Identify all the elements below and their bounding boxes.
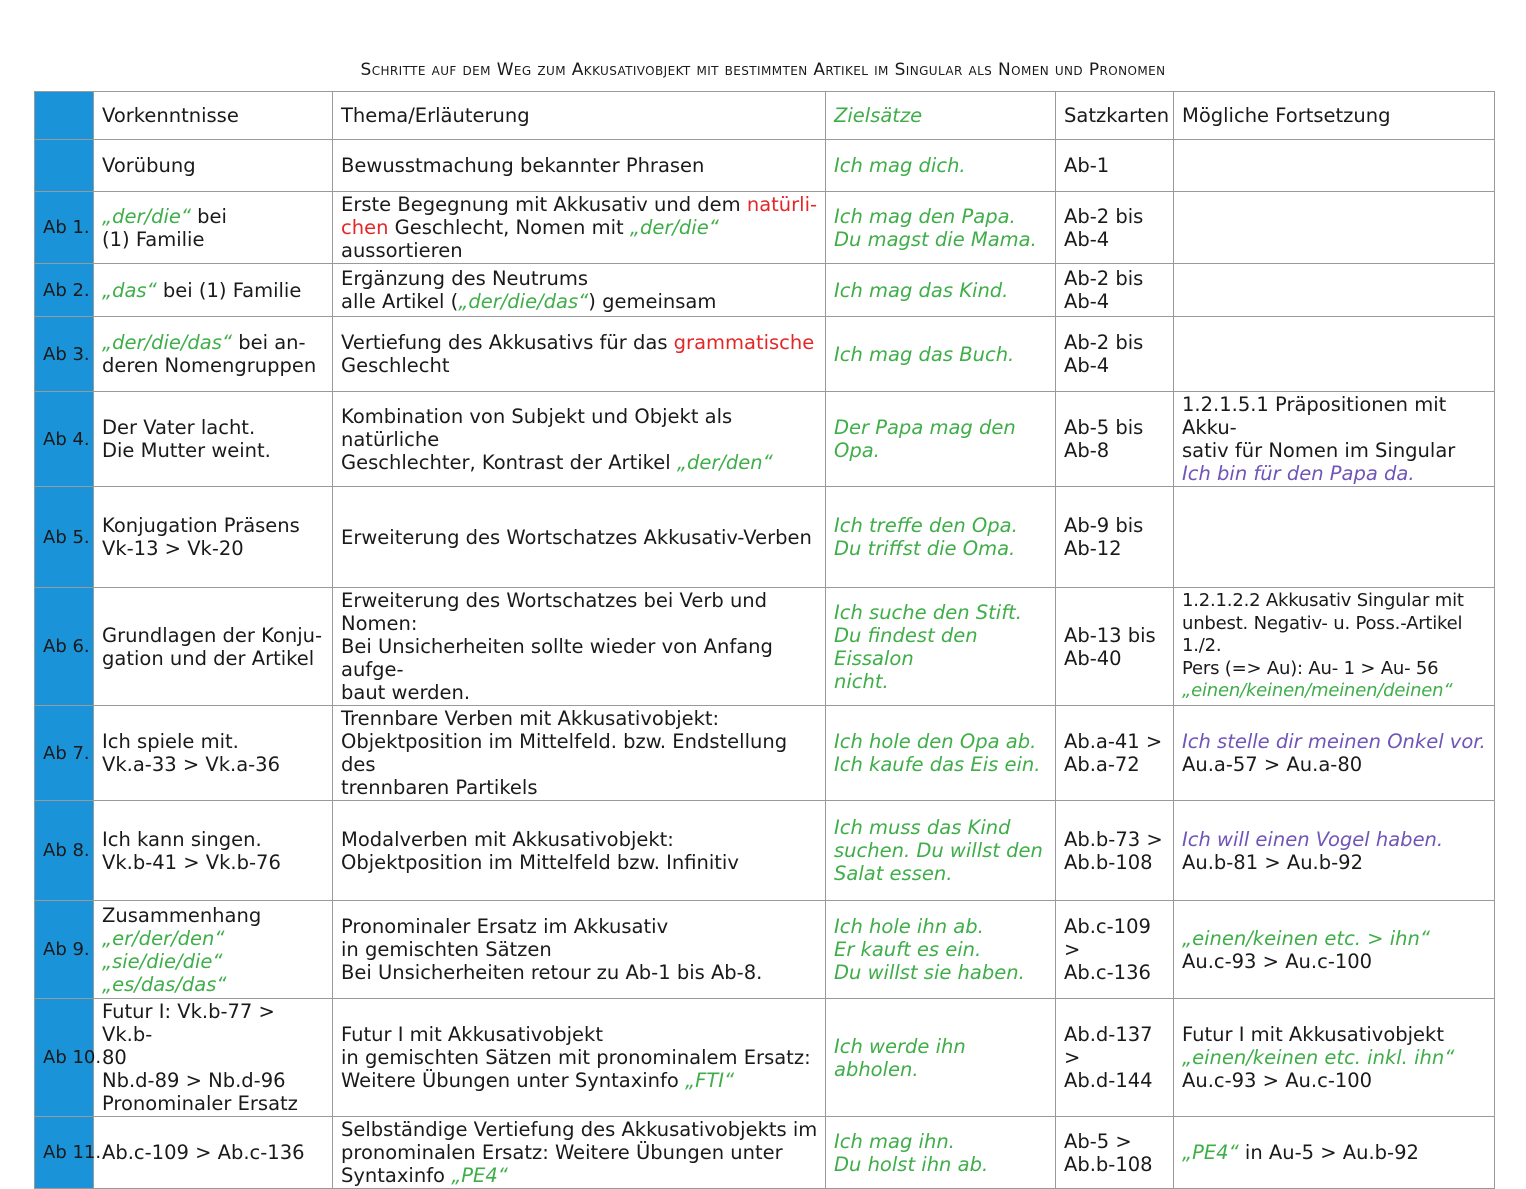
thema-run: Ergänzung des Neutrums	[341, 267, 589, 290]
header-fortsetzung: Mögliche Fortsetzung	[1174, 92, 1495, 140]
thema-run: in gemischten Sätzen mit pronominalem Ersatz:	[341, 1046, 811, 1069]
step-label: Ab 9.	[35, 901, 94, 999]
thema-run: in gemischten Sätzen	[341, 938, 552, 961]
satzkarten-cell	[1056, 588, 1174, 706]
satzkarten-cell	[1056, 487, 1174, 588]
satzkarten-cell	[1056, 1117, 1174, 1189]
zielsatz-line: Ich mag das Buch.	[834, 342, 1015, 366]
vorkenntnisse-cell	[94, 392, 333, 487]
thema-run: Erste Begegnung mit Akkusativ und dem	[341, 193, 747, 216]
satzkarte-line: Ab-13 bis	[1064, 623, 1156, 647]
thema-run: Trennbare Verben mit Akkusativobjekt:	[341, 707, 720, 730]
satzkarte-line: Ab.a-72	[1064, 753, 1140, 776]
thema-cell	[333, 140, 826, 192]
fortsetzung-run: 1.2.1.2.2 Akkusativ Singular mit	[1182, 590, 1464, 612]
zielsatz-line: Der Papa mag den	[834, 416, 1016, 439]
vorkenntnisse-cell	[94, 192, 333, 264]
thema-run: ) gemeinsam	[588, 290, 717, 313]
vorkenntnisse-run: Zusammenhang	[102, 903, 262, 927]
satzkarte-line: Ab.c-109 >	[1064, 915, 1151, 961]
zielsatz-line: Opa.	[834, 439, 880, 462]
header-label-cell	[35, 92, 94, 140]
step-label: Ab 2.	[35, 264, 94, 317]
vorkenntnisse-run: bei	[190, 204, 227, 228]
satzkarte-line: Ab.b-73 >	[1064, 827, 1163, 851]
vorkenntnisse-cell	[94, 317, 333, 392]
table-row	[35, 264, 1495, 317]
vorkenntnisse-run: Grundlagen der Konju-	[102, 623, 323, 647]
satzkarte-line: Ab.b-108	[1064, 1152, 1153, 1176]
vorkenntnisse-run: Konjugation Präsens	[102, 514, 300, 537]
table-row	[35, 317, 1495, 392]
table-row	[35, 140, 1495, 192]
vorkenntnisse-cell	[94, 140, 333, 192]
satzkarten-cell	[1056, 264, 1174, 317]
zielsatz-line: Ich hole ihn ab.	[834, 915, 984, 938]
thema-cell	[333, 588, 826, 706]
satzkarte-line: Ab.b-108	[1064, 850, 1153, 874]
vorkenntnisse-cell	[94, 588, 333, 706]
vorkenntnisse-cell	[94, 487, 333, 588]
thema-run: baut werden.	[341, 681, 471, 704]
thema-run: Geschlechter, Kontrast der Artikel	[341, 450, 677, 474]
thema-cell	[333, 264, 826, 317]
thema-run: Pronominaler Ersatz im Akkusativ	[341, 915, 669, 938]
vorkenntnisse-run: „der/die/das“	[102, 331, 233, 354]
zielsatz-line: Ich treffe den Opa.	[834, 514, 1018, 537]
satzkarte-line: Ab-4	[1064, 354, 1110, 377]
curriculum-table	[34, 91, 1495, 1189]
fortsetzung-run: unbest. Negativ- u. Poss.-Artikel 1./2.	[1182, 612, 1463, 657]
thema-run: Objektposition im Mittelfeld bzw. Infinitiv	[341, 850, 739, 874]
step-label: Ab 5.	[35, 487, 94, 588]
thema-run: „der/die/das“	[458, 290, 589, 313]
thema-run: grammatische	[673, 331, 815, 354]
zielsaetze-cell	[826, 588, 1056, 706]
thema-cell	[333, 317, 826, 392]
zielsaetze-cell	[826, 901, 1056, 999]
zielsatz-line: Er kauft es ein.	[834, 938, 982, 961]
vorkenntnisse-run: deren Nomengruppen	[102, 354, 317, 377]
vorkenntnisse-cell	[94, 901, 333, 999]
thema-run: Selbständige Vertiefung des Akkusativobjekts im	[341, 1118, 818, 1141]
thema-run: Geschlecht, Nomen mit	[388, 216, 630, 239]
satzkarten-cell	[1056, 392, 1174, 487]
thema-cell	[333, 801, 826, 901]
zielsatz-line: Ich hole den Opa ab.	[834, 730, 1037, 753]
satzkarten-cell	[1056, 999, 1174, 1117]
satzkarte-line: Ab-12	[1064, 537, 1122, 560]
thema-run: Bewusstmachung bekannter Phrasen	[341, 154, 705, 177]
step-label: Ab 11.	[35, 1117, 94, 1189]
vorkenntnisse-cell	[94, 264, 333, 317]
fortsetzung-run: „einen/keinen/meinen/deinen“	[1182, 680, 1453, 702]
thema-cell	[333, 706, 826, 801]
fortsetzung-cell	[1174, 392, 1495, 487]
thema-run: chen	[341, 216, 389, 239]
table-row	[35, 706, 1495, 801]
header-zielsaetze: Zielsätze	[826, 92, 1056, 140]
header-thema: Thema/Erläuterung	[333, 92, 826, 140]
fortsetzung-cell	[1174, 999, 1495, 1117]
table-row	[35, 999, 1495, 1117]
satzkarten-cell	[1056, 706, 1174, 801]
satzkarten-cell	[1056, 801, 1174, 901]
vorkenntnisse-run: „sie/die/die“	[102, 949, 223, 973]
thema-run: Bei Unsicherheiten retour zu Ab-1 bis Ab-8.	[341, 961, 763, 984]
satzkarte-line: Ab-4	[1064, 227, 1110, 251]
fortsetzung-run: in Au-5 > Au.b-92	[1238, 1141, 1419, 1164]
fortsetzung-cell	[1174, 192, 1495, 264]
thema-run: Kombination von Subjekt und Objekt als natürliche	[341, 404, 733, 451]
thema-cell	[333, 999, 826, 1117]
zielsatz-line: Ich suche den Stift.	[834, 600, 1022, 624]
thema-run: Vertiefung des Akkusativs für das	[341, 331, 674, 354]
vorkenntnisse-run: Ab.c-109 > Ab.c-136	[102, 1141, 305, 1164]
zielsaetze-cell	[826, 706, 1056, 801]
thema-run: „der/die“	[629, 216, 719, 239]
header-row	[35, 92, 1495, 140]
vorkenntnisse-cell	[94, 801, 333, 901]
fortsetzung-run: 1.2.1.5.1 Präpositionen mit Akku-	[1182, 393, 1447, 439]
thema-run: Erweiterung des Wortschatzes Akkusativ-Verben	[341, 525, 812, 549]
fortsetzung-cell	[1174, 706, 1495, 801]
header-vorkenntnisse: Vorkenntnisse	[94, 92, 333, 140]
satzkarten-cell	[1056, 317, 1174, 392]
vorkenntnisse-run: Die Mutter weint.	[102, 439, 271, 462]
zielsatz-line: Du holst ihn ab.	[834, 1152, 989, 1176]
thema-run: Geschlecht	[341, 354, 450, 377]
vorkenntnisse-run: bei (1) Familie	[156, 278, 302, 302]
thema-run: „der/den“	[676, 450, 773, 474]
vorkenntnisse-run: Vorübung	[102, 154, 196, 177]
satzkarte-line: Ab-2 bis	[1064, 267, 1144, 290]
zielsatz-line: nicht.	[834, 669, 889, 693]
fortsetzung-run: Pers (=> Au): Au- 1 > Au- 56	[1182, 657, 1439, 679]
step-label: Ab 3.	[35, 317, 94, 392]
satzkarte-line: Ab-2 bis	[1064, 204, 1144, 228]
fortsetzung-run: Au.b-81 > Au.b-92	[1182, 850, 1363, 874]
zielsatz-line: Ich mag dich.	[834, 154, 966, 177]
satzkarte-line: Ab.c-136	[1064, 961, 1151, 984]
fortsetzung-cell	[1174, 801, 1495, 901]
vorkenntnisse-cell	[94, 706, 333, 801]
satzkarte-line: Ab-40	[1064, 646, 1122, 670]
zielsatz-line: Ich mag ihn.	[834, 1129, 955, 1153]
vorkenntnisse-cell	[94, 1117, 333, 1189]
zielsaetze-cell	[826, 999, 1056, 1117]
zielsatz-line: Ich muss das Kind	[834, 816, 1011, 839]
thema-run: alle Artikel (	[341, 290, 459, 313]
fortsetzung-run: Au.c-93 > Au.c-100	[1182, 949, 1373, 973]
vorkenntnisse-run: Der Vater lacht.	[102, 416, 256, 439]
thema-run: natürli-	[746, 193, 818, 216]
step-label: Ab 7.	[35, 706, 94, 801]
zielsaetze-cell	[826, 140, 1056, 192]
page-title: Schritte auf dem Weg zum Akkusativobjekt mit bestimmten Artikel im Singular als Nomen und Pronomen	[360, 60, 1166, 80]
satzkarten-cell	[1056, 140, 1174, 192]
thema-cell	[333, 1117, 826, 1189]
vorkenntnisse-run: Ich kann singen.	[102, 827, 262, 851]
table-row	[35, 192, 1495, 264]
thema-run: aussortieren	[341, 239, 463, 262]
fortsetzung-run: Au.a-57 > Au.a-80	[1182, 753, 1363, 776]
table-row	[35, 392, 1495, 487]
satzkarte-line: Ab-8	[1064, 439, 1110, 462]
thema-run: Erweiterung des Wortschatzes bei Verb und Nomen:	[341, 589, 768, 635]
thema-run: Bei Unsicherheiten sollte wieder von Anfang aufge-	[341, 635, 773, 681]
satzkarten-cell	[1056, 192, 1174, 264]
fortsetzung-run: sativ für Nomen im Singular	[1182, 439, 1456, 462]
step-label: Ab 6.	[35, 588, 94, 706]
vorkenntnisse-run: Futur I: Vk.b-77 > Vk.b-	[102, 1000, 275, 1046]
fortsetzung-cell	[1174, 140, 1495, 192]
fortsetzung-cell	[1174, 588, 1495, 706]
vorkenntnisse-cell	[94, 999, 333, 1117]
table-row	[35, 588, 1495, 706]
zielsatz-line: Ich mag das Kind.	[834, 278, 1009, 302]
vorkenntnisse-run: Pronominaler Ersatz	[102, 1092, 298, 1115]
fortsetzung-run: Ich will einen Vogel haben.	[1182, 827, 1444, 851]
step-label: Ab 8.	[35, 801, 94, 901]
zielsaetze-cell	[826, 487, 1056, 588]
satzkarte-line: Ab-5 bis	[1064, 416, 1144, 439]
thema-run: Futur I mit Akkusativobjekt	[341, 1023, 603, 1046]
vorkenntnisse-run: Vk.b-41 > Vk.b-76	[102, 850, 281, 874]
vorkenntnisse-run: Nb.d-89 > Nb.d-96	[102, 1069, 286, 1092]
step-label: Ab 10.	[35, 999, 94, 1117]
vorkenntnisse-run: Ich spiele mit.	[102, 730, 239, 753]
vorkenntnisse-run: 80	[102, 1046, 127, 1069]
zielsaetze-cell	[826, 317, 1056, 392]
zielsatz-line: suchen. Du willst den	[834, 839, 1043, 862]
thema-run: „PE4“	[451, 1164, 508, 1187]
vorkenntnisse-run: „das“	[102, 278, 157, 302]
vorkenntnisse-run: gation und der Artikel	[102, 646, 315, 670]
zielsatz-line: Du willst sie haben.	[834, 961, 1025, 984]
zielsatz-line: Du triffst die Oma.	[834, 537, 1016, 560]
satzkarte-line: Ab.a-41 >	[1064, 730, 1163, 753]
satzkarte-line: Ab-2 bis	[1064, 331, 1144, 354]
zielsatz-line: Ich mag den Papa.	[834, 204, 1016, 228]
satzkarte-line: Ab-1	[1064, 154, 1110, 177]
zielsatz-line: Ich kaufe das Eis ein.	[834, 753, 1041, 776]
vorkenntnisse-run: Vk-13 > Vk-20	[102, 537, 244, 560]
fortsetzung-cell	[1174, 264, 1495, 317]
table-row	[35, 801, 1495, 901]
fortsetzung-run: Ich stelle dir meinen Onkel vor.	[1182, 730, 1486, 753]
zielsaetze-cell	[826, 264, 1056, 317]
vorkenntnisse-run: bei an-	[232, 331, 306, 354]
step-label: Ab 4.	[35, 392, 94, 487]
fortsetzung-run: Au.c-93 > Au.c-100	[1182, 1069, 1373, 1092]
zielsaetze-cell	[826, 392, 1056, 487]
vorkenntnisse-run: „es/das/das“	[102, 972, 227, 996]
thema-cell	[333, 392, 826, 487]
fortsetzung-run: „einen/keinen etc. inkl. ihn“	[1182, 1046, 1455, 1069]
thema-cell	[333, 487, 826, 588]
fortsetzung-run: Futur I mit Akkusativobjekt	[1182, 1023, 1444, 1046]
fortsetzung-cell	[1174, 317, 1495, 392]
zielsatz-line: Du findest den Eissalon	[834, 623, 978, 670]
thema-run: trennbaren Partikels	[341, 776, 538, 799]
fortsetzung-run: Ich bin für den Papa da.	[1182, 462, 1415, 485]
satzkarte-line: Ab.d-144	[1064, 1069, 1153, 1092]
table-row	[35, 1117, 1495, 1189]
satzkarten-cell	[1056, 901, 1174, 999]
zielsaetze-cell	[826, 192, 1056, 264]
zielsatz-line: Salat essen.	[834, 862, 953, 885]
header-satzkarten: Satzkarten	[1056, 92, 1174, 140]
zielsatz-line: Du magst die Mama.	[834, 227, 1037, 251]
thema-run: Objektposition im Mittelfeld. bzw. Endstellung des	[341, 730, 788, 776]
fortsetzung-cell	[1174, 901, 1495, 999]
table-row	[35, 901, 1495, 999]
fortsetzung-cell	[1174, 487, 1495, 588]
thema-run: Weitere Übungen unter Syntaxinfo	[341, 1069, 686, 1092]
satzkarte-line: >	[1064, 1046, 1081, 1069]
step-label	[35, 140, 94, 192]
vorkenntnisse-run: Vk.a-33 > Vk.a-36	[102, 753, 280, 776]
satzkarte-line: Ab.d-137	[1064, 1023, 1153, 1046]
satzkarte-line: Ab-5 >	[1064, 1129, 1132, 1153]
thema-run: pronominalen Ersatz: Weitere Übungen unter	[341, 1141, 783, 1164]
thema-cell	[333, 192, 826, 264]
step-label: Ab 1.	[35, 192, 94, 264]
satzkarte-line: Ab-9 bis	[1064, 514, 1144, 537]
zielsatz-line: Ich werde ihn abholen.	[834, 1034, 966, 1081]
thema-run: Syntaxinfo	[341, 1164, 452, 1187]
satzkarte-line: Ab-4	[1064, 290, 1110, 313]
thema-cell	[333, 901, 826, 999]
fortsetzung-run: „einen/keinen etc. > ihn“	[1182, 926, 1430, 950]
zielsaetze-cell	[826, 801, 1056, 901]
vorkenntnisse-run: „er/der/den“	[102, 926, 225, 950]
table-row	[35, 487, 1495, 588]
thema-run: Modalverben mit Akkusativobjekt:	[341, 827, 674, 851]
vorkenntnisse-run: „der/die“	[102, 204, 191, 228]
vorkenntnisse-run: (1) Familie	[102, 227, 205, 251]
fortsetzung-cell	[1174, 1117, 1495, 1189]
fortsetzung-run: „PE4“	[1182, 1141, 1239, 1164]
thema-run: „FTI“	[685, 1069, 735, 1092]
zielsaetze-cell	[826, 1117, 1056, 1189]
